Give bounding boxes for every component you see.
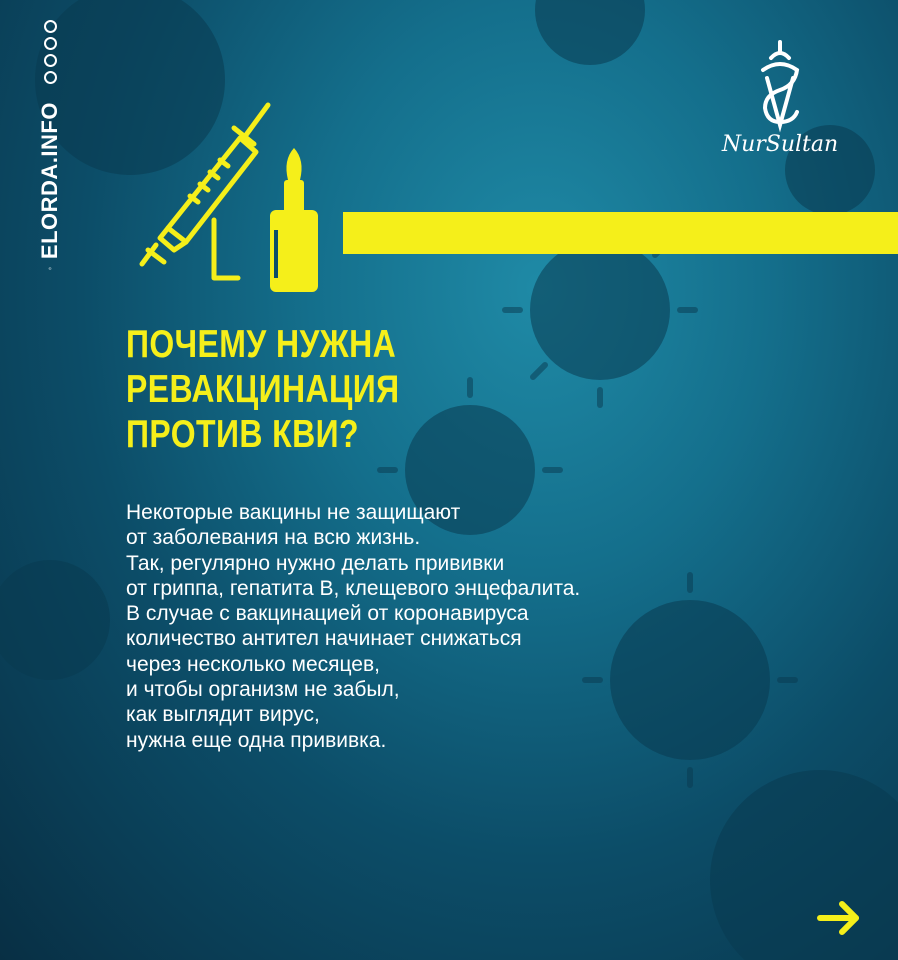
body-line: через несколько месяцев,: [126, 652, 380, 676]
city-logo-text: NurSultan: [721, 132, 839, 157]
body-line: и чтобы организм не забыл,: [126, 678, 400, 702]
body-line: от гриппа, гепатита В, клещевого энцефалита.: [126, 576, 581, 600]
headline-line: РЕВАКЦИНАЦИЯ: [126, 368, 400, 411]
instagram-icon[interactable]: [44, 71, 57, 84]
syringe-vial-icon: [128, 100, 328, 300]
body-line: Некоторые вакцины не защищают: [126, 501, 461, 524]
body-line: нужна еще одна прививка.: [126, 728, 387, 752]
body-line: Так, регулярно нужно делать прививки: [126, 551, 505, 575]
nur-sultan-emblem-icon: [705, 40, 855, 135]
arrow-right-icon[interactable]: [816, 898, 864, 938]
body-line: как выглядит вирус,: [126, 703, 320, 727]
facebook-icon[interactable]: [44, 20, 57, 33]
body-line: количество антител начинает снижаться: [126, 627, 522, 651]
elorda-logo-icon: [35, 267, 65, 270]
headline-line: ПРОТИВ КВИ?: [126, 413, 359, 456]
headline-line: ПОЧЕМУ НУЖНА: [126, 323, 397, 366]
body-line: В случае с вакцинацией от коронавируса: [126, 602, 529, 626]
social-icons: [44, 20, 57, 84]
brand-name: ELORDA.INFO: [37, 102, 62, 260]
headline: [126, 322, 400, 457]
body-text: [126, 500, 686, 753]
telegram-icon[interactable]: [44, 54, 57, 67]
body-line: от заболевания на всю жизнь.: [126, 526, 421, 550]
accent-bar: [343, 212, 898, 254]
brand-vertical: [30, 20, 70, 270]
nur-sultan-logo: [705, 40, 855, 170]
youtube-icon[interactable]: [44, 37, 57, 50]
